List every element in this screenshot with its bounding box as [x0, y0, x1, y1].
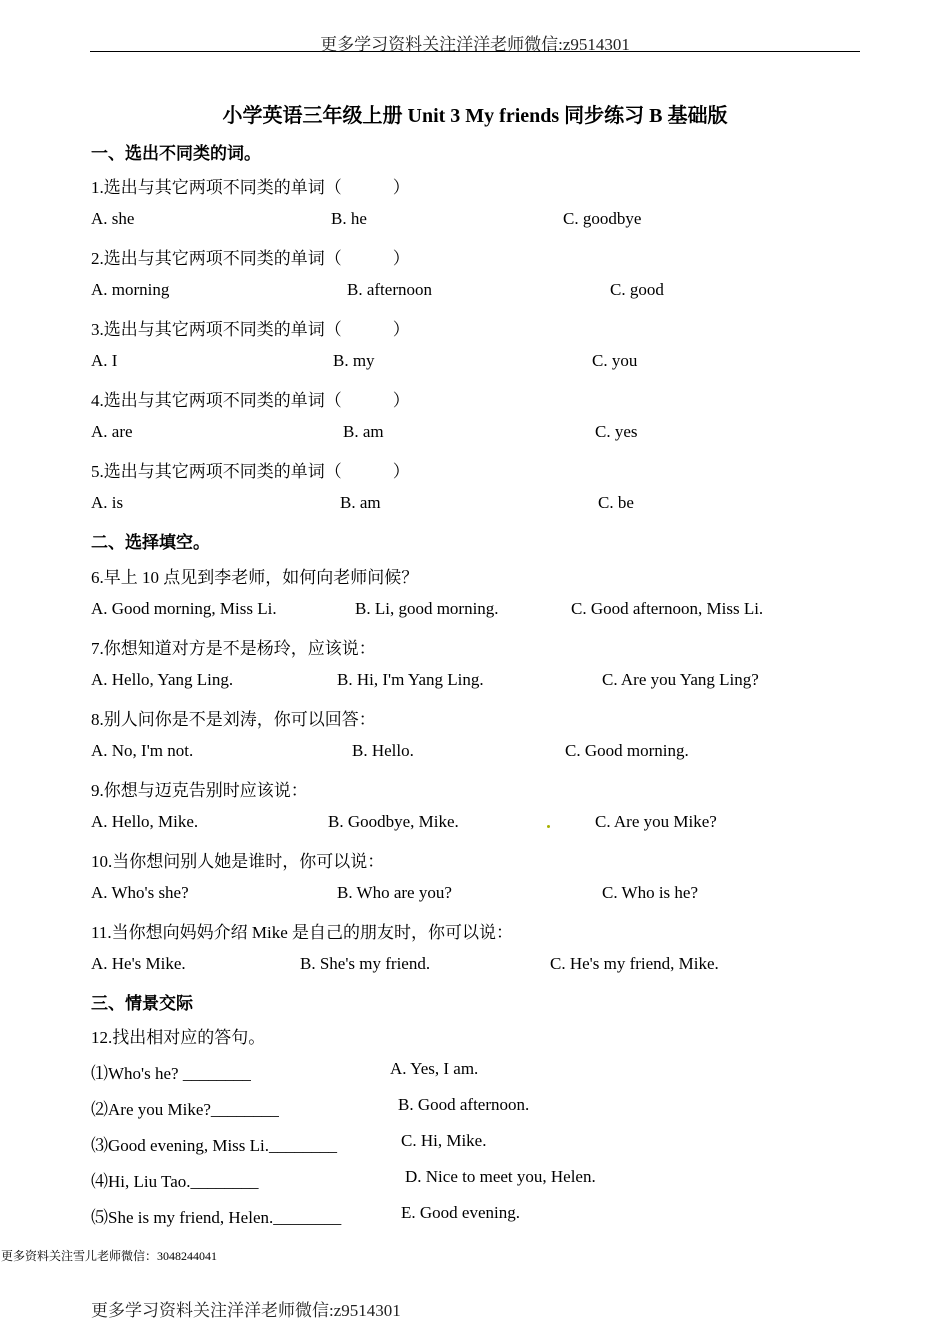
match-right-b: B. Good afternoon. — [398, 1095, 530, 1114]
question-6-option-b: B. Li, good morning. — [355, 599, 499, 618]
question-10-option-c: C. Who is he? — [602, 883, 699, 902]
question-2-stem: 2.选出与其它两项不同类的单词（ ） — [91, 249, 410, 268]
section1-heading: 一、选出不同类的词。 — [91, 144, 261, 163]
question-4-option-b: B. am — [343, 422, 384, 441]
question-9-option-c: C. Are you Mike? — [595, 812, 717, 831]
question-3-option-b: B. my — [333, 351, 375, 370]
match-right-d: D. Nice to meet you, Helen. — [405, 1167, 596, 1186]
question-5-option-b: B. am — [340, 493, 381, 512]
question-2-option-c: C. good — [610, 280, 664, 299]
question-8-option-b: B. Hello. — [352, 741, 414, 760]
question-8-option-c: C. Good morning. — [565, 741, 689, 760]
question-7-stem: 7.你想知道对方是不是杨玲，应该说： — [91, 639, 376, 658]
question-5-stem: 5.选出与其它两项不同类的单词（ ） — [91, 462, 410, 481]
speck-mark — [547, 825, 550, 828]
question-6-option-c: C. Good afternoon, Miss Li. — [571, 599, 764, 618]
question-3-stem: 3.选出与其它两项不同类的单词（ ） — [91, 320, 410, 339]
page-footer: 更多学习资料关注洋洋老师微信:z9514301 — [91, 1301, 401, 1320]
question-9-stem: 9.你想与迈克告别时应该说： — [91, 781, 308, 800]
question-8-stem: 8.别人问你是不是刘涛，你可以回答： — [91, 710, 376, 729]
question-3-option-c: C. you — [592, 351, 638, 370]
question-8-option-a: A. No, I'm not. — [91, 741, 194, 760]
question-3-option-a: A. I — [91, 351, 118, 370]
question-7-option-a: A. Hello, Yang Ling. — [91, 670, 234, 689]
question-6-option-a: A. Good morning, Miss Li. — [91, 599, 277, 618]
question-9-option-a: A. Hello, Mike. — [91, 812, 199, 831]
question-5-option-c: C. be — [598, 493, 634, 512]
question-10-stem: 10.当你想问别人她是谁时，你可以说： — [91, 852, 385, 871]
question-12-stem: 12.找出相对应的答句。 — [91, 1028, 266, 1047]
question-1-option-b: B. he — [331, 209, 367, 228]
match-right-e: E. Good evening. — [401, 1203, 520, 1222]
page-header: 更多学习资料关注洋洋老师微信:z9514301 — [320, 35, 630, 54]
question-5-option-a: A. is — [91, 493, 124, 512]
question-4-option-c: C. yes — [595, 422, 638, 441]
question-10-option-b: B. Who are you? — [337, 883, 452, 902]
question-10-option-a: A. Who's she? — [91, 883, 189, 902]
match-left-3: ⑶Good evening, Miss Li.________ — [91, 1136, 338, 1155]
question-4-option-a: A. are — [91, 422, 133, 441]
question-11-option-a: A. He's Mike. — [91, 954, 186, 973]
header-divider — [90, 51, 860, 52]
match-left-1: ⑴Who's he? ________ — [91, 1064, 251, 1083]
question-6-stem: 6.早上 10 点见到李老师，如何向老师问候？ — [91, 568, 419, 587]
section3-heading: 三、情景交际 — [91, 994, 193, 1013]
match-left-5: ⑸She is my friend, Helen.________ — [91, 1208, 342, 1227]
question-11-stem: 11.当你想向妈妈介绍 Mike 是自己的朋友时，你可以说： — [91, 923, 514, 942]
question-1-option-a: A. she — [91, 209, 135, 228]
section2-heading: 二、选择填空。 — [91, 533, 210, 552]
question-11-option-b: B. She's my friend. — [300, 954, 431, 973]
question-11-option-c: C. He's my friend, Mike. — [550, 954, 719, 973]
question-2-option-a: A. morning — [91, 280, 170, 299]
document-title: 小学英语三年级上册 Unit 3 My friends 同步练习 B 基础版 — [222, 105, 728, 127]
question-9-option-b: B. Goodbye, Mike. — [328, 812, 459, 831]
question-2-option-b: B. afternoon — [347, 280, 432, 299]
question-1-stem: 1.选出与其它两项不同类的单词（ ） — [91, 178, 410, 197]
question-4-stem: 4.选出与其它两项不同类的单词（ ） — [91, 391, 410, 410]
question-7-option-b: B. Hi, I'm Yang Ling. — [337, 670, 484, 689]
question-1-option-c: C. goodbye — [563, 209, 642, 228]
question-7-option-c: C. Are you Yang Ling? — [602, 670, 759, 689]
match-left-4: ⑷Hi, Liu Tao.________ — [91, 1172, 259, 1191]
match-left-2: ⑵Are you Mike?________ — [91, 1100, 279, 1119]
side-note: 更多资料关注雪儿老师微信：3048244041 — [1, 1249, 218, 1263]
match-right-a: A. Yes, I am. — [390, 1059, 479, 1078]
match-right-c: C. Hi, Mike. — [401, 1131, 487, 1150]
